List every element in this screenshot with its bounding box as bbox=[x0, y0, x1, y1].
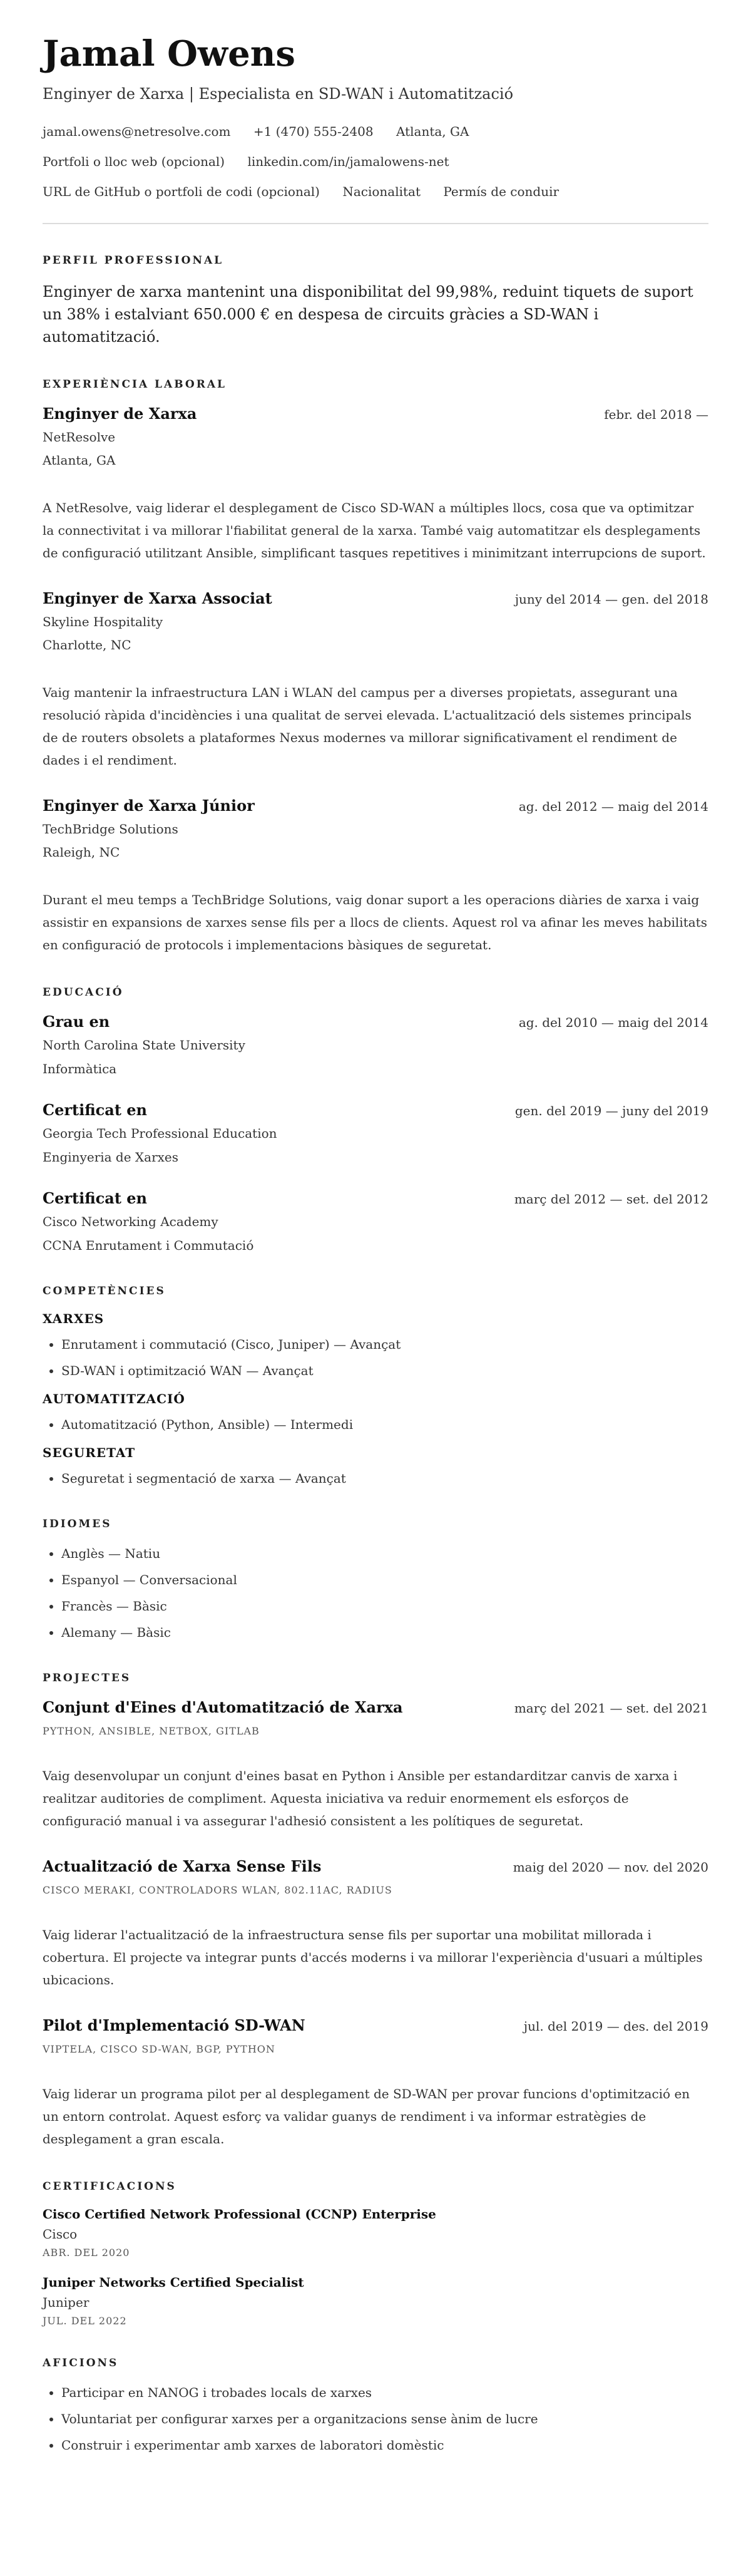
interest-list bbox=[43, 2383, 708, 2455]
project-dates: març del 2021 — set. del 2021 bbox=[514, 1700, 708, 1716]
project-entry bbox=[43, 1698, 708, 1832]
project-dates: jul. del 2019 — des. del 2019 bbox=[523, 2018, 708, 2034]
skills-heading: COMPETÈNCIES bbox=[43, 1284, 166, 1297]
skill-list bbox=[43, 1415, 708, 1434]
contact-row-3 bbox=[43, 184, 708, 199]
certification-name: Cisco Certified Network Professional (CCNP) Enterprise bbox=[43, 2206, 436, 2222]
certification-issuer: Juniper bbox=[43, 2294, 89, 2310]
job-description: Durant el meu temps a TechBridge Solutions, vaig donar suport a les operacions diàries de xarxa i vaig assistir en expansions de xarxes sense fils per a llocs de clients. Aquest rol va afinar les meves habilitats en configuració de protocols i implementacions bàsiques de seguretat. bbox=[43, 892, 707, 952]
job-description: Vaig mantenir la infraestructura LAN i WLAN del campus per a diverses propietats, assegurant una resolució ràpida d'incidències i una qualitat de servei elevada. L'actualització dels sistemes principals de de routers obsolets a plataformes Nexus modernes va millorar significativament el rendiment de dades i el rendiment. bbox=[43, 684, 692, 768]
contact-row-2 bbox=[43, 154, 708, 169]
certification-entry bbox=[43, 2207, 708, 2259]
interest-item: • Construir i experimentar amb xarxes de laboratori domèstic bbox=[61, 2436, 708, 2455]
projects-heading: PROJECTES bbox=[43, 1671, 131, 1684]
skill-list bbox=[43, 1335, 708, 1380]
certification-date: ABR. DEL 2020 bbox=[43, 2246, 130, 2259]
contact-github[interactable]: URL de GitHub o portfoli de codi (opcional) bbox=[43, 183, 320, 199]
education-institution: Cisco Networking Academy bbox=[43, 1213, 218, 1229]
project-name: Actualització de Xarxa Sense Fils bbox=[43, 1857, 322, 1875]
project-description: Vaig liderar un programa pilot per al desplegament de SD-WAN per provar funcions d'optimització en un entorn controlat. Aquest esforç va validar guanys de rendiment i va informar estratègies de desplegament a gran escala. bbox=[43, 2086, 690, 2146]
job-company: NetResolve bbox=[43, 429, 116, 445]
skill-item: • SD-WAN i optimització WAN — Avançat bbox=[61, 1361, 708, 1380]
project-description: Vaig desenvolupar un conjunt d'eines basat en Python i Ansible per estandarditzar canvis de xarxa i realitzar auditories de compliment. Aquesta iniciativa va reduir enormement els esforços de configuració manual i va assegurar l'adhesió consistent a les polítiques de seguretat. bbox=[43, 1768, 678, 1828]
experience-heading: EXPERIÈNCIA LABORAL bbox=[43, 378, 227, 391]
contact-nationality: Nacionalitat bbox=[342, 183, 421, 199]
education-field: Enginyeria de Xarxes bbox=[43, 1149, 179, 1165]
degree-title: Grau en bbox=[43, 1012, 110, 1031]
education-institution: North Carolina State University bbox=[43, 1037, 245, 1053]
skill-list bbox=[43, 1469, 708, 1488]
projects-section bbox=[43, 1672, 708, 2150]
project-name: Pilot d'Implementació SD-WAN bbox=[43, 2016, 305, 2034]
interest-item: • Voluntariat per configurar xarxes per a organitzacions sense ànim de lucre bbox=[61, 2409, 708, 2428]
resume-header bbox=[43, 35, 708, 199]
education-entry bbox=[43, 1012, 708, 1078]
job-company: TechBridge Solutions bbox=[43, 821, 178, 837]
project-tags: VIPTELA, CISCO SD-WAN, BGP, PYTHON bbox=[43, 2043, 275, 2055]
skill-item: • Automatització (Python, Ansible) — Intermedi bbox=[61, 1415, 708, 1434]
contact-email[interactable]: jamal.owens@netresolve.com bbox=[43, 123, 231, 139]
education-institution: Georgia Tech Professional Education bbox=[43, 1125, 277, 1141]
certifications-section bbox=[43, 2180, 708, 2327]
job-description: A NetResolve, vaig liderar el desplegament de Cisco SD-WAN a múltiples llocs, cosa que va optimitzar la connectivitat i va millorar l'fiabilitat general de la xarxa. També vaig automatitzar els desplegaments de configuració utilitzant Ansible, simplificant tasques repetitives i minimitzant interrupcions de suport. bbox=[43, 500, 706, 560]
degree-title: Certificat en bbox=[43, 1188, 147, 1207]
language-item: • Francès — Bàsic bbox=[61, 1597, 708, 1615]
interest-item: • Participar en NANOG i trobades locals de xarxes bbox=[61, 2383, 708, 2402]
candidate-name: Jamal Owens bbox=[43, 33, 295, 75]
contact-location: Atlanta, GA bbox=[396, 123, 469, 139]
project-entry bbox=[43, 1857, 708, 1991]
contact-portfolio[interactable]: Portfoli o lloc web (opcional) bbox=[43, 153, 225, 169]
contact-linkedin[interactable]: linkedin.com/in/jamalowens-net bbox=[247, 153, 449, 169]
education-section bbox=[43, 986, 708, 1255]
project-name: Conjunt d'Eines d'Automatització de Xarxa bbox=[43, 1698, 403, 1716]
skill-item: • Enrutament i commutació (Cisco, Juniper) — Avançat bbox=[61, 1335, 708, 1354]
certification-name: Juniper Networks Certified Specialist bbox=[43, 2274, 304, 2290]
summary-section bbox=[43, 254, 708, 348]
project-tags: CISCO MERAKI, CONTROLADORS WLAN, 802.11AC, RADIUS bbox=[43, 1883, 392, 1896]
job-dates: febr. del 2018 — bbox=[604, 406, 708, 422]
job-title: Enginyer de Xarxa Júnior bbox=[43, 796, 255, 815]
education-dates: març del 2012 — set. del 2012 bbox=[514, 1191, 708, 1207]
candidate-headline: Enginyer de Xarxa | Especialista en SD-WAN i Automatització bbox=[43, 85, 514, 103]
skills-section bbox=[43, 1285, 708, 1488]
job-dates: juny del 2014 — gen. del 2018 bbox=[514, 591, 708, 607]
education-entry bbox=[43, 1189, 708, 1255]
experience-entry bbox=[43, 404, 708, 564]
experience-entry bbox=[43, 796, 708, 956]
summary-heading: PERFIL PROFESSIONAL bbox=[43, 254, 224, 267]
certification-issuer: Cisco bbox=[43, 2226, 78, 2242]
job-location: Raleigh, NC bbox=[43, 844, 120, 860]
skill-item: • Seguretat i segmentació de xarxa — Avançat bbox=[61, 1469, 708, 1488]
summary-text: Enginyer de xarxa mantenint una disponibilitat del 99,98%, reduint tiquets de suport un 38% i estalviant 650.000 € en despesa de circuits gràcies a SD-WAN i automatització. bbox=[43, 282, 693, 346]
job-location: Charlotte, NC bbox=[43, 637, 131, 652]
project-description: Vaig liderar l'actualització de la infraestructura sense fils per suportar una mobilitat millorada i cobertura. El projecte va integrar punts d'accés moderns i va millorar l'experiència d'usuari a múltiples ubicacions. bbox=[43, 1927, 703, 1987]
certification-date: JUL. DEL 2022 bbox=[43, 2314, 127, 2327]
experience-section bbox=[43, 378, 708, 956]
languages-section bbox=[43, 1518, 708, 1642]
contact-row-1 bbox=[43, 124, 708, 139]
contact-driving-license: Permís de conduir bbox=[443, 183, 559, 199]
project-dates: maig del 2020 — nov. del 2020 bbox=[513, 1859, 708, 1875]
skill-category: SEGURETAT bbox=[43, 1445, 136, 1460]
education-entry bbox=[43, 1101, 708, 1167]
degree-title: Certificat en bbox=[43, 1100, 147, 1119]
job-location: Atlanta, GA bbox=[43, 452, 116, 468]
education-field: CCNA Enrutament i Commutació bbox=[43, 1237, 254, 1253]
experience-entry bbox=[43, 589, 708, 771]
project-tags: PYTHON, ANSIBLE, NETBOX, GITLAB bbox=[43, 1724, 260, 1737]
interests-section bbox=[43, 2357, 708, 2455]
certification-entry bbox=[43, 2275, 708, 2327]
education-heading: EDUCACIÓ bbox=[43, 986, 124, 999]
education-dates: gen. del 2019 — juny del 2019 bbox=[514, 1103, 708, 1118]
project-entry bbox=[43, 2016, 708, 2150]
skill-category: XARXES bbox=[43, 1311, 105, 1326]
job-title: Enginyer de Xarxa Associat bbox=[43, 589, 272, 607]
interests-heading: AFICIONS bbox=[43, 2356, 119, 2369]
languages-heading: IDIOMES bbox=[43, 1517, 112, 1530]
education-dates: ag. del 2010 — maig del 2014 bbox=[518, 1014, 708, 1030]
language-item: • Alemany — Bàsic bbox=[61, 1623, 708, 1642]
language-item: • Anglès — Natiu bbox=[61, 1544, 708, 1563]
header-divider bbox=[43, 223, 708, 224]
language-item: • Espanyol — Conversacional bbox=[61, 1570, 708, 1589]
certifications-heading: CERTIFICACIONS bbox=[43, 2180, 176, 2193]
job-title: Enginyer de Xarxa bbox=[43, 404, 197, 423]
skill-category: AUTOMATITZACIÓ bbox=[43, 1391, 185, 1406]
contact-phone[interactable]: +1 (470) 555-2408 bbox=[253, 123, 374, 139]
job-dates: ag. del 2012 — maig del 2014 bbox=[518, 798, 708, 814]
job-company: Skyline Hospitality bbox=[43, 614, 163, 629]
education-field: Informàtica bbox=[43, 1061, 117, 1076]
language-list bbox=[43, 1544, 708, 1642]
